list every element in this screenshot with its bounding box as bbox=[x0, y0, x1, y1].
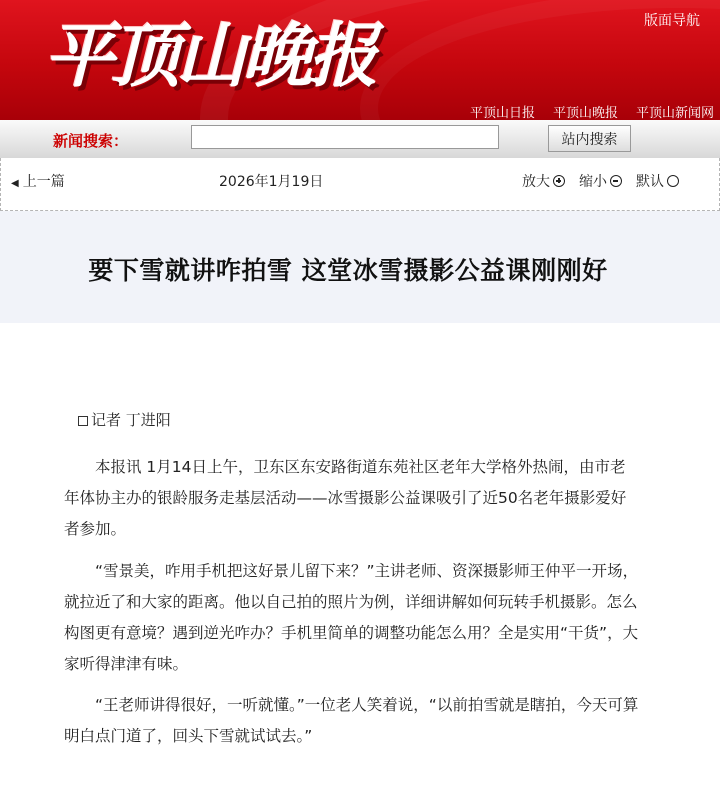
masthead bbox=[0, 0, 720, 120]
newspaper-logo[interactable]: 平顶山晚报 bbox=[44, 14, 374, 97]
radio-default-icon bbox=[667, 175, 679, 187]
zoom-out-label: 缩小 bbox=[579, 174, 607, 190]
zoom-out-button[interactable] bbox=[579, 171, 622, 191]
link-pingdingshan-news[interactable]: 平顶山新闻网 bbox=[635, 106, 714, 120]
article-byline bbox=[78, 409, 171, 430]
article-paragraph: “雪景美，咋用手机把这好景儿留下来？”主讲老师、资深摄影师王仲平一开场，就拉近了和大家的距离。他以自己拍的照片为例，详细讲解如何玩转手机摄影。怎么构图更有意境？遇到逆光咋办？手机里简单的调整功能怎么用？全是实用“干货”，大家听得津津有味。 bbox=[64, 562, 639, 673]
article-toolbar bbox=[0, 158, 720, 211]
previous-article-link[interactable] bbox=[11, 171, 65, 191]
search-bar bbox=[0, 120, 720, 159]
search-label: 新闻搜索： bbox=[53, 132, 129, 150]
font-size-controls bbox=[522, 171, 679, 191]
search-input[interactable] bbox=[191, 125, 499, 149]
issue-date: 2026年1月19日 bbox=[219, 174, 324, 190]
square-bullet-icon bbox=[78, 416, 88, 426]
byline-text: 记者 丁进阳 bbox=[91, 411, 171, 429]
link-pingdingshan-evening[interactable]: 平顶山晚报 bbox=[552, 106, 618, 120]
zoom-in-label: 放大 bbox=[522, 174, 550, 190]
article-paragraph: 本报讯 1月14日上午，卫东区东安路街道东苑社区老年大学格外热闹，由市老年体协主办的银龄服务走基层活动——冰雪摄影公益课吸引了近50名老年摄影爱好者参加。 bbox=[64, 458, 627, 538]
zoom-default-label: 默认 bbox=[636, 174, 664, 190]
sister-site-links bbox=[470, 102, 714, 120]
triangle-left-icon: ◀ bbox=[11, 178, 19, 189]
zoom-in-button[interactable] bbox=[522, 171, 565, 191]
site-search-button[interactable]: 站内搜索 bbox=[548, 125, 631, 152]
page-navigation-link[interactable]: 版面导航 bbox=[644, 13, 700, 29]
article-title: 要下雪就讲咋拍雪 这堂冰雪摄影公益课刚刚好 bbox=[88, 256, 608, 285]
previous-article-label: 上一篇 bbox=[22, 174, 65, 190]
article-paragraph: “王老师讲得很好，一听就懂。”一位老人笑着说，“以前拍雪就是瞎拍，今天可算明白点门道了，回头下雪就试试去。” bbox=[64, 696, 639, 745]
title-band bbox=[0, 211, 720, 323]
link-pingdingshan-daily[interactable]: 平顶山日报 bbox=[469, 106, 535, 120]
zoom-out-icon bbox=[610, 175, 622, 187]
zoom-default-button[interactable] bbox=[636, 171, 679, 191]
zoom-in-icon bbox=[553, 175, 565, 187]
